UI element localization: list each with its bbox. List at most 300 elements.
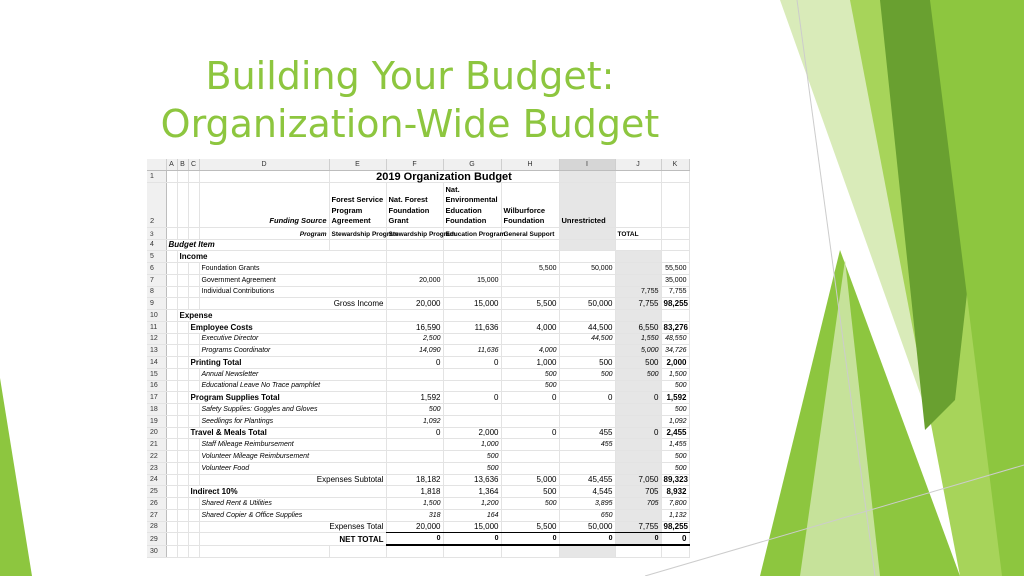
value-cell[interactable]: 500: [501, 486, 559, 498]
value-cell[interactable]: 8,932: [661, 486, 689, 498]
cell[interactable]: [166, 451, 177, 463]
row-number[interactable]: 12: [147, 333, 166, 345]
value-cell[interactable]: 455: [559, 439, 615, 451]
value-cell[interactable]: 11,636: [443, 321, 501, 333]
value-cell[interactable]: [661, 251, 689, 263]
value-cell[interactable]: 0: [559, 392, 615, 404]
total-label[interactable]: Gross Income: [199, 298, 386, 310]
value-cell[interactable]: 4,000: [501, 345, 559, 357]
cell[interactable]: [166, 392, 177, 404]
value-cell[interactable]: [559, 451, 615, 463]
cell[interactable]: [188, 171, 199, 183]
value-cell[interactable]: [615, 451, 661, 463]
column-header[interactable]: J: [615, 159, 661, 171]
cell[interactable]: [177, 498, 188, 510]
value-cell[interactable]: 2,500: [386, 333, 443, 345]
cell[interactable]: [166, 286, 177, 298]
cell[interactable]: [177, 451, 188, 463]
value-cell[interactable]: 7,755: [661, 286, 689, 298]
value-cell[interactable]: 500: [443, 451, 501, 463]
value-cell[interactable]: 48,550: [661, 333, 689, 345]
subitem-label[interactable]: Volunteer Food: [199, 462, 386, 474]
value-cell[interactable]: 500: [559, 368, 615, 380]
value-cell[interactable]: 50,000: [559, 521, 615, 533]
column-header[interactable]: G: [443, 159, 501, 171]
value-cell[interactable]: 50,000: [559, 298, 615, 310]
cell[interactable]: [166, 380, 177, 392]
section-label[interactable]: Expense: [177, 310, 386, 322]
row-number[interactable]: 26: [147, 498, 166, 510]
item-label[interactable]: Government Agreement: [199, 274, 386, 286]
value-cell[interactable]: 4,545: [559, 486, 615, 498]
value-cell[interactable]: 500: [661, 404, 689, 416]
program-label[interactable]: Program: [199, 227, 329, 239]
value-cell[interactable]: 1,455: [661, 439, 689, 451]
value-cell[interactable]: 1,818: [386, 486, 443, 498]
value-cell[interactable]: 5,000: [501, 474, 559, 486]
cell[interactable]: [188, 404, 199, 416]
subitem-label[interactable]: Executive Director: [199, 333, 386, 345]
cell[interactable]: [166, 321, 177, 333]
value-cell[interactable]: 5,500: [501, 521, 559, 533]
funder-name[interactable]: Nat. Environmental Education Foundation: [443, 182, 501, 227]
value-cell[interactable]: 1,092: [661, 415, 689, 427]
cell[interactable]: [177, 462, 188, 474]
value-cell[interactable]: 500: [615, 357, 661, 369]
value-cell[interactable]: 0: [501, 427, 559, 439]
row-number[interactable]: 21: [147, 439, 166, 451]
value-cell[interactable]: 20,000: [386, 298, 443, 310]
cell[interactable]: [188, 333, 199, 345]
cell[interactable]: [188, 498, 199, 510]
value-cell[interactable]: 1,000: [501, 357, 559, 369]
value-cell[interactable]: 500: [615, 368, 661, 380]
cell[interactable]: [177, 439, 188, 451]
value-cell[interactable]: 34,726: [661, 345, 689, 357]
value-cell[interactable]: 5,500: [501, 263, 559, 275]
value-cell[interactable]: 18,182: [386, 474, 443, 486]
row-number[interactable]: 6: [147, 263, 166, 275]
value-cell[interactable]: [386, 451, 443, 463]
value-cell[interactable]: 98,255: [661, 521, 689, 533]
value-cell[interactable]: [615, 404, 661, 416]
value-cell[interactable]: [501, 274, 559, 286]
value-cell[interactable]: [559, 462, 615, 474]
value-cell[interactable]: [501, 451, 559, 463]
cell[interactable]: [188, 263, 199, 275]
value-cell[interactable]: 0: [615, 392, 661, 404]
value-cell[interactable]: [443, 286, 501, 298]
row-number[interactable]: 14: [147, 357, 166, 369]
value-cell[interactable]: [559, 380, 615, 392]
subitem-label[interactable]: Annual Newsletter: [199, 368, 386, 380]
subitem-label[interactable]: Seedlings for Plantings: [199, 415, 386, 427]
value-cell[interactable]: 500: [386, 404, 443, 416]
value-cell[interactable]: 20,000: [386, 274, 443, 286]
funder-program[interactable]: Stewardship Program: [329, 227, 386, 239]
cell[interactable]: [166, 274, 177, 286]
value-cell[interactable]: 1,364: [443, 486, 501, 498]
value-cell[interactable]: [615, 380, 661, 392]
cell[interactable]: [615, 171, 661, 183]
row-number[interactable]: 10: [147, 310, 166, 322]
cell[interactable]: [177, 427, 188, 439]
cell[interactable]: [166, 462, 177, 474]
cell[interactable]: [188, 345, 199, 357]
value-cell[interactable]: 705: [615, 486, 661, 498]
column-header[interactable]: F: [386, 159, 443, 171]
value-cell[interactable]: 3,895: [559, 498, 615, 510]
row-number[interactable]: 27: [147, 509, 166, 521]
value-cell[interactable]: [501, 404, 559, 416]
cell[interactable]: [166, 251, 177, 263]
funder-program[interactable]: Stewardship Program: [386, 227, 443, 239]
subitem-label[interactable]: Shared Rent & Utilities: [199, 498, 386, 510]
value-cell[interactable]: 14,090: [386, 345, 443, 357]
value-cell[interactable]: 7,800: [661, 498, 689, 510]
funder-name[interactable]: Unrestricted: [559, 182, 615, 227]
column-header[interactable]: A: [166, 159, 177, 171]
value-cell[interactable]: 650: [559, 509, 615, 521]
column-header[interactable]: K: [661, 159, 689, 171]
cell[interactable]: [166, 182, 177, 227]
value-cell[interactable]: [559, 404, 615, 416]
value-cell[interactable]: 0: [443, 533, 501, 545]
cell[interactable]: [661, 182, 689, 227]
value-cell[interactable]: 2,455: [661, 427, 689, 439]
value-cell[interactable]: 6,550: [615, 321, 661, 333]
cell[interactable]: [188, 439, 199, 451]
cell[interactable]: [188, 368, 199, 380]
value-cell[interactable]: [501, 509, 559, 521]
cell[interactable]: [188, 545, 199, 557]
cell[interactable]: [188, 451, 199, 463]
category-label[interactable]: Employee Costs: [188, 321, 386, 333]
value-cell[interactable]: 164: [443, 509, 501, 521]
cell[interactable]: [559, 545, 615, 557]
cell[interactable]: [166, 357, 177, 369]
subitem-label[interactable]: Safety Supplies: Goggles and Gloves: [199, 404, 386, 416]
row-number[interactable]: 11: [147, 321, 166, 333]
value-cell[interactable]: 35,000: [661, 274, 689, 286]
value-cell[interactable]: [615, 462, 661, 474]
value-cell[interactable]: 45,455: [559, 474, 615, 486]
value-cell[interactable]: 0: [443, 392, 501, 404]
value-cell[interactable]: [501, 439, 559, 451]
value-cell[interactable]: [615, 310, 661, 322]
value-cell[interactable]: [443, 310, 501, 322]
cell[interactable]: [661, 239, 689, 251]
value-cell[interactable]: 0: [501, 533, 559, 545]
value-cell[interactable]: 1,132: [661, 509, 689, 521]
value-cell[interactable]: 44,500: [559, 333, 615, 345]
row-number[interactable]: 23: [147, 462, 166, 474]
funder-name[interactable]: Wilburforce Foundation: [501, 182, 559, 227]
value-cell[interactable]: 318: [386, 509, 443, 521]
value-cell[interactable]: 98,255: [661, 298, 689, 310]
value-cell[interactable]: 705: [615, 498, 661, 510]
value-cell[interactable]: 0: [386, 427, 443, 439]
value-cell[interactable]: [443, 263, 501, 275]
cell[interactable]: [188, 462, 199, 474]
value-cell[interactable]: 455: [559, 427, 615, 439]
cell[interactable]: [177, 263, 188, 275]
cell[interactable]: [188, 415, 199, 427]
value-cell[interactable]: [615, 251, 661, 263]
subitem-label[interactable]: Educational Leave No Trace pamphlet: [199, 380, 386, 392]
total-label[interactable]: Expenses Total: [199, 521, 386, 533]
cell[interactable]: [177, 404, 188, 416]
value-cell[interactable]: 1,500: [661, 368, 689, 380]
value-cell[interactable]: 50,000: [559, 263, 615, 275]
value-cell[interactable]: [386, 251, 443, 263]
category-label[interactable]: Printing Total: [188, 357, 386, 369]
cell[interactable]: [199, 171, 329, 183]
cell[interactable]: [177, 380, 188, 392]
cell[interactable]: [177, 227, 188, 239]
value-cell[interactable]: [615, 263, 661, 275]
value-cell[interactable]: [501, 310, 559, 322]
value-cell[interactable]: [443, 251, 501, 263]
value-cell[interactable]: 7,755: [615, 298, 661, 310]
cell[interactable]: [166, 427, 177, 439]
value-cell[interactable]: [386, 439, 443, 451]
cell[interactable]: [661, 171, 689, 183]
total-label[interactable]: Expenses Subtotal: [199, 474, 386, 486]
value-cell[interactable]: [386, 263, 443, 275]
row-number[interactable]: 4: [147, 239, 166, 251]
value-cell[interactable]: 0: [559, 533, 615, 545]
cell[interactable]: [177, 509, 188, 521]
cell[interactable]: [177, 274, 188, 286]
row-number[interactable]: 18: [147, 404, 166, 416]
value-cell[interactable]: [501, 333, 559, 345]
value-cell[interactable]: 7,755: [615, 521, 661, 533]
value-cell[interactable]: [615, 439, 661, 451]
value-cell[interactable]: [501, 415, 559, 427]
row-number[interactable]: 9: [147, 298, 166, 310]
cell[interactable]: [329, 545, 386, 557]
cell[interactable]: [166, 227, 177, 239]
value-cell[interactable]: 500: [501, 368, 559, 380]
value-cell[interactable]: 1,592: [661, 392, 689, 404]
value-cell[interactable]: 500: [501, 498, 559, 510]
category-label[interactable]: Travel & Meals Total: [188, 427, 386, 439]
cell[interactable]: [615, 545, 661, 557]
value-cell[interactable]: 1,592: [386, 392, 443, 404]
cell[interactable]: [166, 333, 177, 345]
value-cell[interactable]: [443, 415, 501, 427]
subitem-label[interactable]: Programs Coordinator: [199, 345, 386, 357]
cell[interactable]: [177, 415, 188, 427]
cell[interactable]: [188, 521, 199, 533]
value-cell[interactable]: [501, 286, 559, 298]
value-cell[interactable]: 500: [661, 451, 689, 463]
cell[interactable]: [188, 227, 199, 239]
cell[interactable]: [166, 439, 177, 451]
column-header[interactable]: D: [199, 159, 329, 171]
cell[interactable]: [501, 545, 559, 557]
cell[interactable]: [177, 545, 188, 557]
row-number[interactable]: 28: [147, 521, 166, 533]
value-cell[interactable]: 16,590: [386, 321, 443, 333]
row-number[interactable]: 19: [147, 415, 166, 427]
value-cell[interactable]: 1,200: [443, 498, 501, 510]
value-cell[interactable]: 1,500: [386, 498, 443, 510]
value-cell[interactable]: [615, 274, 661, 286]
cell[interactable]: [188, 509, 199, 521]
value-cell[interactable]: 15,000: [443, 298, 501, 310]
cell[interactable]: [166, 368, 177, 380]
cell[interactable]: [177, 171, 188, 183]
value-cell[interactable]: 500: [661, 462, 689, 474]
cell[interactable]: [501, 239, 559, 251]
value-cell[interactable]: 500: [443, 462, 501, 474]
row-number[interactable]: 16: [147, 380, 166, 392]
row-number[interactable]: 30: [147, 545, 166, 557]
value-cell[interactable]: 7,050: [615, 474, 661, 486]
cell[interactable]: [177, 474, 188, 486]
cell[interactable]: [166, 474, 177, 486]
category-label[interactable]: Program Supplies Total: [188, 392, 386, 404]
cell[interactable]: [188, 380, 199, 392]
value-cell[interactable]: [559, 251, 615, 263]
cell[interactable]: [166, 310, 177, 322]
cell[interactable]: [166, 545, 177, 557]
value-cell[interactable]: 20,000: [386, 521, 443, 533]
value-cell[interactable]: 500: [559, 357, 615, 369]
cell[interactable]: [177, 286, 188, 298]
value-cell[interactable]: 2,000: [443, 427, 501, 439]
value-cell[interactable]: [661, 310, 689, 322]
value-cell[interactable]: [501, 462, 559, 474]
cell[interactable]: [177, 392, 188, 404]
funder-program[interactable]: [559, 227, 615, 239]
select-all-corner[interactable]: [147, 159, 166, 171]
value-cell[interactable]: [386, 462, 443, 474]
row-number[interactable]: 24: [147, 474, 166, 486]
cell[interactable]: [615, 182, 661, 227]
value-cell[interactable]: 0: [386, 533, 443, 545]
net-total-label[interactable]: NET TOTAL: [199, 533, 386, 545]
value-cell[interactable]: 55,500: [661, 263, 689, 275]
cell[interactable]: [443, 545, 501, 557]
column-header[interactable]: H: [501, 159, 559, 171]
value-cell[interactable]: 500: [501, 380, 559, 392]
cell[interactable]: [188, 298, 199, 310]
value-cell[interactable]: [443, 368, 501, 380]
value-cell[interactable]: [559, 415, 615, 427]
cell[interactable]: [177, 357, 188, 369]
cell[interactable]: [166, 345, 177, 357]
value-cell[interactable]: [443, 404, 501, 416]
value-cell[interactable]: 44,500: [559, 321, 615, 333]
row-number[interactable]: 15: [147, 368, 166, 380]
cell[interactable]: [166, 498, 177, 510]
value-cell[interactable]: [559, 345, 615, 357]
value-cell[interactable]: [559, 310, 615, 322]
value-cell[interactable]: 0: [501, 392, 559, 404]
cell[interactable]: [386, 545, 443, 557]
budget-item-label[interactable]: Budget Item: [166, 239, 329, 251]
value-cell[interactable]: [386, 380, 443, 392]
cell[interactable]: [188, 474, 199, 486]
cell[interactable]: [177, 533, 188, 545]
value-cell[interactable]: 1,092: [386, 415, 443, 427]
sheet-title[interactable]: 2019 Organization Budget: [329, 171, 559, 183]
value-cell[interactable]: 1,000: [443, 439, 501, 451]
cell[interactable]: [166, 171, 177, 183]
cell[interactable]: [188, 274, 199, 286]
row-number[interactable]: 3: [147, 227, 166, 239]
value-cell[interactable]: [443, 380, 501, 392]
column-header[interactable]: I: [559, 159, 615, 171]
cell[interactable]: [188, 182, 199, 227]
cell[interactable]: [443, 239, 501, 251]
value-cell[interactable]: 0: [615, 533, 661, 545]
value-cell[interactable]: 4,000: [501, 321, 559, 333]
row-number[interactable]: 8: [147, 286, 166, 298]
value-cell[interactable]: 0: [443, 357, 501, 369]
value-cell[interactable]: 15,000: [443, 274, 501, 286]
cell[interactable]: [615, 239, 661, 251]
value-cell[interactable]: 1,550: [615, 333, 661, 345]
value-cell[interactable]: 5,000: [615, 345, 661, 357]
funder-program[interactable]: Education Program: [443, 227, 501, 239]
row-number[interactable]: 2: [147, 182, 166, 227]
cell[interactable]: [166, 486, 177, 498]
row-number[interactable]: 22: [147, 451, 166, 463]
cell[interactable]: [559, 239, 615, 251]
cell[interactable]: [177, 345, 188, 357]
value-cell[interactable]: [386, 310, 443, 322]
funding-source-label[interactable]: Funding Source: [199, 182, 329, 227]
cell[interactable]: [166, 533, 177, 545]
value-cell[interactable]: 0: [386, 357, 443, 369]
row-number[interactable]: 1: [147, 171, 166, 183]
value-cell[interactable]: [386, 368, 443, 380]
value-cell[interactable]: 0: [661, 533, 689, 545]
column-header[interactable]: B: [177, 159, 188, 171]
subitem-label[interactable]: Volunteer Mileage Reimbursement: [199, 451, 386, 463]
value-cell[interactable]: 5,500: [501, 298, 559, 310]
cell[interactable]: [329, 239, 386, 251]
value-cell[interactable]: 0: [615, 427, 661, 439]
value-cell[interactable]: 89,323: [661, 474, 689, 486]
value-cell[interactable]: 13,636: [443, 474, 501, 486]
row-number[interactable]: 25: [147, 486, 166, 498]
item-label[interactable]: Foundation Grants: [199, 263, 386, 275]
value-cell[interactable]: [559, 286, 615, 298]
value-cell[interactable]: 7,755: [615, 286, 661, 298]
cell[interactable]: [166, 263, 177, 275]
cell[interactable]: [188, 286, 199, 298]
funder-name[interactable]: Nat. Forest Foundation Grant: [386, 182, 443, 227]
total-header[interactable]: TOTAL: [615, 227, 661, 239]
section-label[interactable]: Income: [177, 251, 386, 263]
cell[interactable]: [166, 509, 177, 521]
value-cell[interactable]: [615, 509, 661, 521]
row-number[interactable]: 7: [147, 274, 166, 286]
column-header[interactable]: E: [329, 159, 386, 171]
value-cell[interactable]: 500: [661, 380, 689, 392]
row-number[interactable]: 29: [147, 533, 166, 545]
category-label[interactable]: Indirect 10%: [188, 486, 386, 498]
cell[interactable]: [188, 533, 199, 545]
column-header[interactable]: C: [188, 159, 199, 171]
cell[interactable]: [559, 171, 615, 183]
row-number[interactable]: 13: [147, 345, 166, 357]
